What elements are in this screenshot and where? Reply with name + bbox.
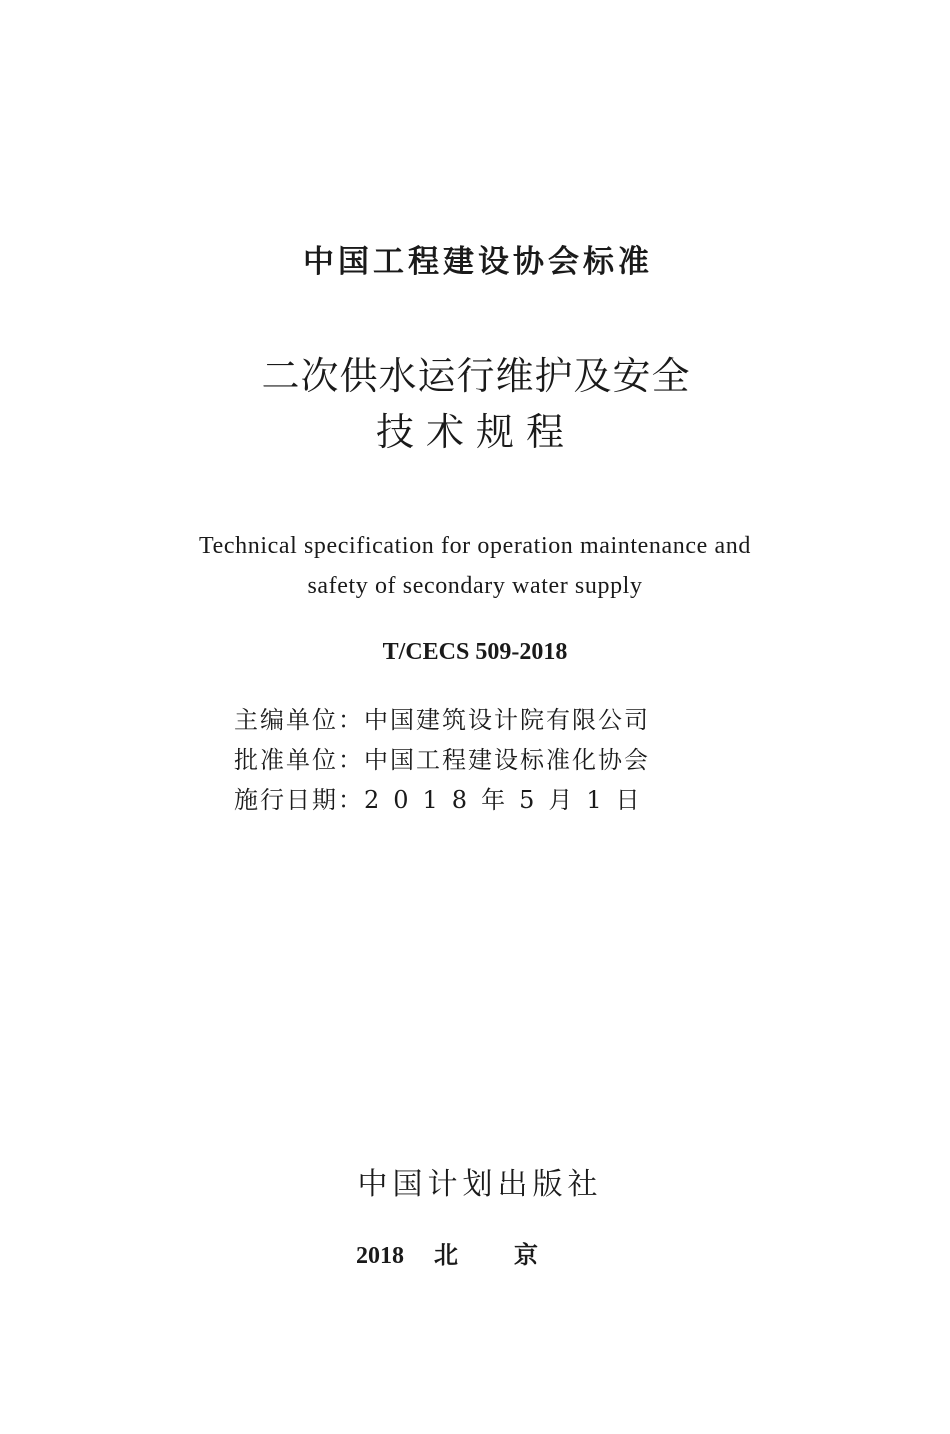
chief-editor-value: 中国建筑设计院有限公司: [364, 706, 650, 734]
document-meta: [234, 700, 654, 820]
title-en-line-1: Technical specification for operation maintenance and: [199, 533, 751, 559]
approval-row: [234, 740, 654, 780]
chief-editor-label: 主编单位：: [234, 706, 364, 734]
publication-year: 2018: [356, 1243, 404, 1269]
approval-label: 批准单位：: [234, 746, 364, 774]
standard-series-heading: 中国工程建设协会标准: [303, 244, 653, 280]
effective-date-value: 2018年5月1日: [364, 786, 654, 814]
standard-code: T/CECS 509-2018: [382, 639, 568, 665]
effective-date-label: 施行日期：: [234, 786, 364, 814]
title-cn-line-2: 技术规程: [375, 410, 576, 454]
title-en-line-2: safety of secondary water supply: [307, 573, 643, 599]
publication-info: [0, 1236, 950, 1276]
chief-editor-row: [234, 700, 654, 740]
approval-value: 中国工程建设标准化协会: [364, 746, 650, 774]
title-cn-line-1: 二次供水运行维护及安全: [261, 354, 691, 398]
effective-date-row: [234, 780, 654, 820]
document-title-english: [0, 526, 950, 606]
publisher-name: 中国计划出版社: [357, 1167, 603, 1202]
publication-city: 北京: [434, 1243, 594, 1269]
document-title-chinese: [0, 348, 950, 460]
